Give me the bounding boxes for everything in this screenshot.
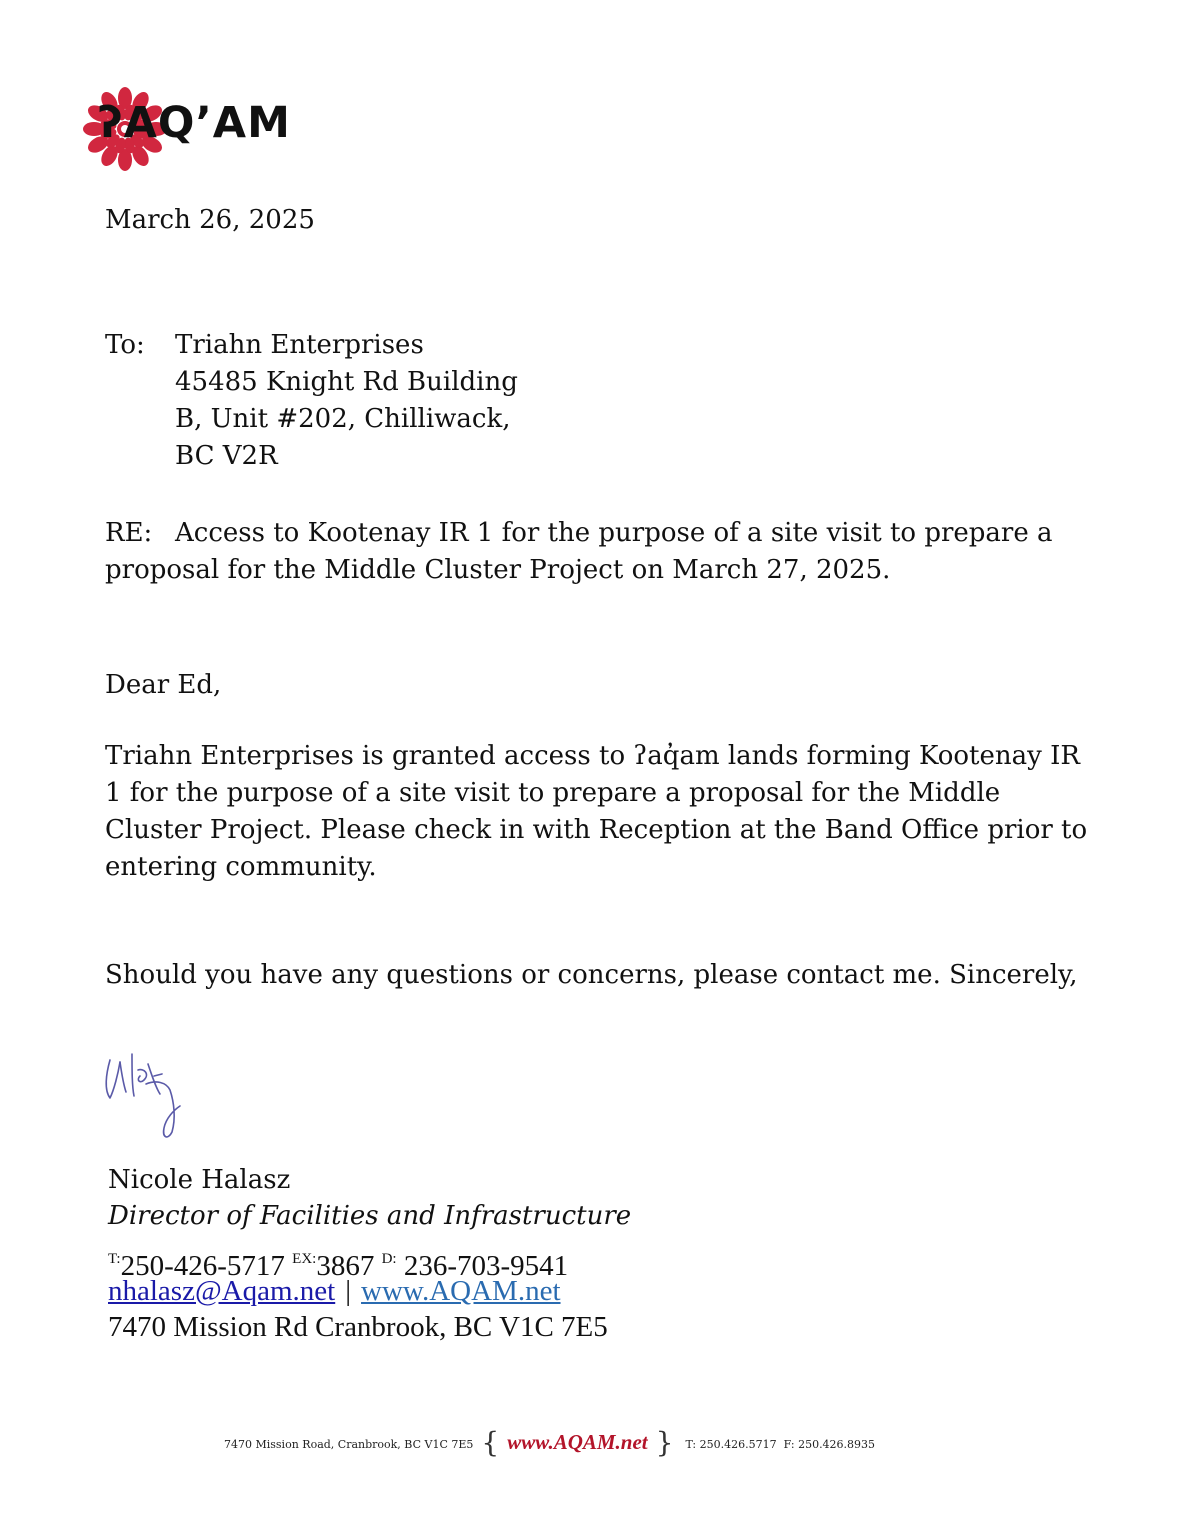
greeting: Dear Ed, (105, 670, 222, 700)
contact-links (108, 1274, 561, 1308)
phone-label: T: (108, 1251, 121, 1267)
footer-address: 7470 Mission Road, Cranbrook, BC V1C 7E5 (224, 1438, 474, 1451)
link-separator: | (345, 1275, 352, 1307)
footer-fax: F: 250.426.8935 (783, 1438, 876, 1451)
signer-name: Nicole Halasz (108, 1165, 291, 1195)
letter-date: March 26, 2025 (105, 205, 315, 235)
recipient-line: BC V2R (175, 441, 278, 471)
email-link[interactable]: nhalasz@Aqam.net (108, 1275, 336, 1307)
recipient-line: B, Unit #202, Chilliwack, (175, 404, 511, 434)
re-text: Access to Kootenay IR 1 for the purpose of a site visit to prepare a proposal for the Middle Cluster Project on March 27, 2025. (105, 518, 1053, 585)
footer-website: www.AQAM.net (507, 1430, 648, 1454)
signer-address: 7470 Mission Rd Cranbrook, BC V1C 7E5 (108, 1311, 608, 1343)
website-link[interactable]: www.AQAM.net (361, 1275, 561, 1307)
ext-label: EX: (292, 1251, 317, 1267)
footer-brace-open: { (481, 1426, 500, 1459)
recipient-line: 45485 Knight Rd Building (175, 367, 518, 397)
footer-phone: T: 250.426.5717 (685, 1438, 777, 1451)
closing-line: Should you have any questions or concerns, please contact me. Sincerely, (105, 960, 1078, 990)
handwritten-signature (96, 1040, 206, 1150)
to-label: To: (105, 330, 145, 360)
logo-wordmark: ʔAQ’AM (98, 98, 291, 148)
recipient-address (175, 327, 518, 475)
extension: 3867 (316, 1250, 375, 1282)
phone-number: 250-426-5717 (120, 1250, 285, 1282)
footer-brace-close: } (655, 1426, 674, 1459)
re-label: RE: (105, 518, 153, 548)
direct-number: 236-703-9541 (403, 1250, 569, 1282)
recipient-line: Triahn Enterprises (175, 330, 424, 360)
letterhead-footer (224, 1426, 875, 1459)
re-line (105, 515, 1065, 589)
direct-label: D: (381, 1251, 397, 1267)
signer-title: Director of Facilities and Infrastructure (108, 1201, 632, 1231)
body-paragraph: Triahn Enterprises is granted access to ʔaq̓am lands forming Kootenay IR 1 for the purpose of a site visit to prepare a proposal for the Middle Cluster Project. Please check in with Reception at the Band Office prior to entering community. (105, 741, 1088, 882)
